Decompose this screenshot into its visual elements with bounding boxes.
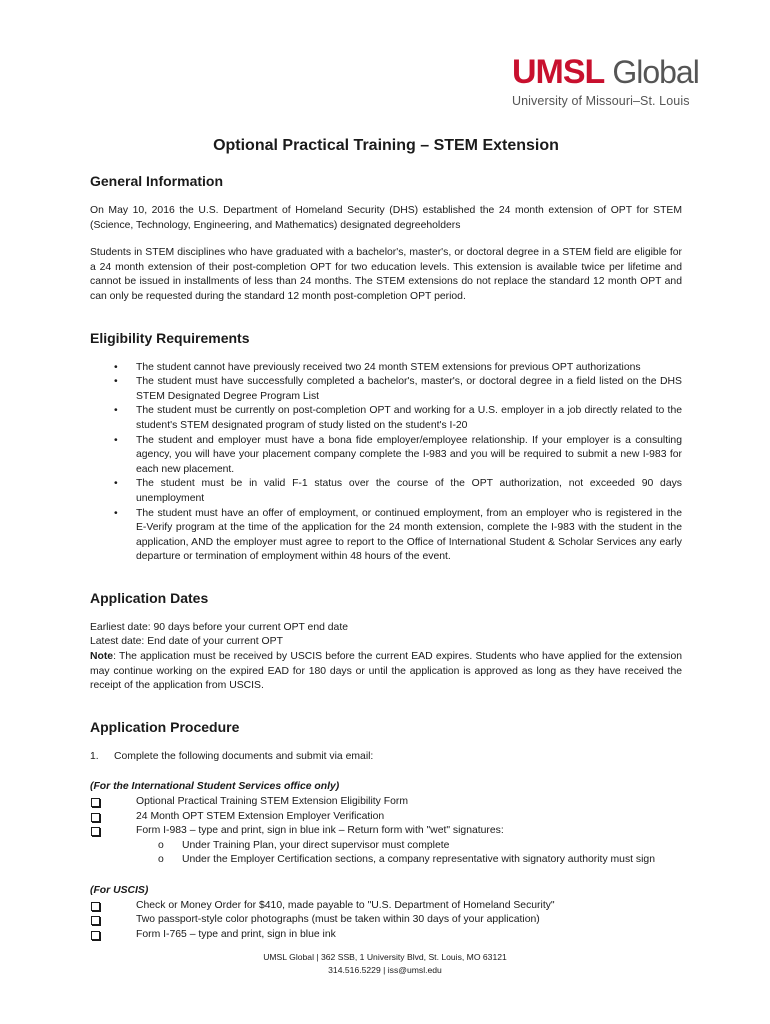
list-item-text: The student must have successfully completed a bachelor's, master's, or doctoral degree in a field listed on the DHS STEM Designated Degree Program List xyxy=(136,376,682,402)
checklist-item xyxy=(90,899,682,914)
checklist-item xyxy=(90,928,682,943)
checkbox-icon xyxy=(91,916,100,925)
sub-list-item xyxy=(90,853,682,868)
dates-heading: Application Dates xyxy=(90,589,209,606)
checklist-item-text: Optional Practical Training STEM Extension Eligibility Form xyxy=(136,796,408,808)
step-text: Complete the following documents and submit via email: xyxy=(114,750,374,762)
sub-list-item xyxy=(90,839,682,854)
umsl-global-logo xyxy=(512,52,699,108)
bullet-icon: • xyxy=(114,434,118,446)
uscis-subheading: (For USCIS) xyxy=(90,885,149,896)
footer-contact: 314.516.5229 | iss@umsl.edu xyxy=(328,964,442,975)
footer-address: UMSL Global | 362 SSB, 1 University Blvd, St. Louis, MO 63121 xyxy=(263,952,507,962)
list-item xyxy=(90,507,682,565)
general-paragraph-2: Students in STEM disciplines who have graduated with a bachelor's, master's, or doctoral degree in a STEM field are eligible for a 24 month extension of their post-completion OPT for two education levels. This extension is available twice per lifetime and cannot be issued in installments of less than 24 months. The STEM extensions do not replace the standard 12 month OPT and can only be requested during the standard 12 month post-completion OPT period. xyxy=(90,247,682,302)
list-item xyxy=(90,404,682,433)
checkbox-icon xyxy=(91,931,100,940)
page-title: Optional Practical Training – STEM Extension xyxy=(213,137,559,154)
list-item xyxy=(90,361,682,376)
list-item-text: The student cannot have previously received two 24 month STEM extensions for previous OPT authorizations xyxy=(136,361,641,373)
step-number: 1. xyxy=(90,750,99,762)
bullet-icon: • xyxy=(114,361,118,373)
list-item xyxy=(90,375,682,404)
procedure-step-1 xyxy=(90,750,682,765)
checkbox-icon xyxy=(91,798,100,807)
checklist-item xyxy=(90,795,682,810)
iss-subheading: (For the International Student Services office only) xyxy=(90,781,340,793)
list-item xyxy=(90,434,682,478)
bullet-icon: • xyxy=(114,405,118,417)
checklist-item-text: Check or Money Order for $410, made payable to "U.S. Department of Homeland Security" xyxy=(136,899,555,911)
circle-bullet-icon: o xyxy=(158,854,164,866)
checklist-item-text: Two passport-style color photographs (must be taken within 30 days of your application) xyxy=(136,914,540,926)
logo-wordmark xyxy=(512,52,699,92)
logo-brand: UMSL xyxy=(512,53,605,91)
checklist-item xyxy=(90,824,682,839)
checkbox-icon xyxy=(91,902,100,911)
sub-list-item-text: Under Training Plan, your direct supervisor must complete xyxy=(182,839,450,851)
earliest-date: Earliest date: 90 days before your current OPT end date xyxy=(90,621,348,633)
list-item-text: The student must have an offer of employment, or continued employment, from an employer who is registered in the E-Verify program at the time of the application for the 24 month extension, complete the I-983 with the student in the application, AND the employer must agree to report to the Office of International Student & Scholar Services any early departure or termination of employment within 48 hours of the event. xyxy=(136,507,682,563)
dates-note xyxy=(90,650,682,694)
sub-list-item-text: Under the Employer Certification sections, a company representative with signatory authority must sign xyxy=(182,854,655,866)
general-paragraph-1: On May 10, 2016 the U.S. Department of Homeland Security (DHS) established the 24 month extension of OPT for STEM (Science, Technology, Engineering, and Mathematics) designated degreeholders xyxy=(90,205,682,231)
logo-product: Global xyxy=(612,54,699,90)
bullet-icon: • xyxy=(114,507,118,519)
checklist-item xyxy=(90,913,682,928)
note-label: Note xyxy=(90,651,114,663)
checklist-item-text: Form I-765 – type and print, sign in blue ink xyxy=(136,928,336,940)
list-item-text: The student must be in valid F-1 status over the course of the OPT authorization, not exceeded 90 days unemployment xyxy=(136,478,682,504)
eligibility-heading: Eligibility Requirements xyxy=(90,329,250,346)
checklist-item-text: 24 Month OPT STEM Extension Employer Verification xyxy=(136,810,385,822)
latest-date: Latest date: End date of your current OPT xyxy=(90,636,283,648)
eligibility-list xyxy=(90,361,682,565)
list-item-text: The student must be currently on post-completion OPT and working for a U.S. employer in a job directly related to the student's STEM designated program of study listed on the student's I-20 xyxy=(136,405,682,431)
note-text: : The application must be received by USCIS before the current EAD expires. Students who have applied for the extension may continue working on the expired EAD for 180 days or until the application is approved as long as they have received the receipt of the application from USCIS. xyxy=(90,651,682,692)
circle-bullet-icon: o xyxy=(158,839,164,851)
checklist-item-text: Form I-983 – type and print, sign in blue ink – Return form with "wet" signatures: xyxy=(136,825,504,837)
page-footer xyxy=(0,951,770,976)
checkbox-icon xyxy=(91,827,100,836)
logo-subtitle: University of Missouri–St. Louis xyxy=(512,94,690,108)
procedure-heading: Application Procedure xyxy=(90,718,240,735)
list-item-text: The student and employer must have a bona fide employer/employee relationship. If your employer is a consulting agency, you will have your placement company complete the I-983 and you will be required to submit a new I-983 for each new placement. xyxy=(136,434,682,475)
checklist-item xyxy=(90,810,682,825)
bullet-icon: • xyxy=(114,376,118,388)
bullet-icon: • xyxy=(114,478,118,490)
checkbox-icon xyxy=(91,813,100,822)
list-item xyxy=(90,477,682,506)
document-body xyxy=(90,136,682,942)
general-heading: General Information xyxy=(90,173,224,189)
